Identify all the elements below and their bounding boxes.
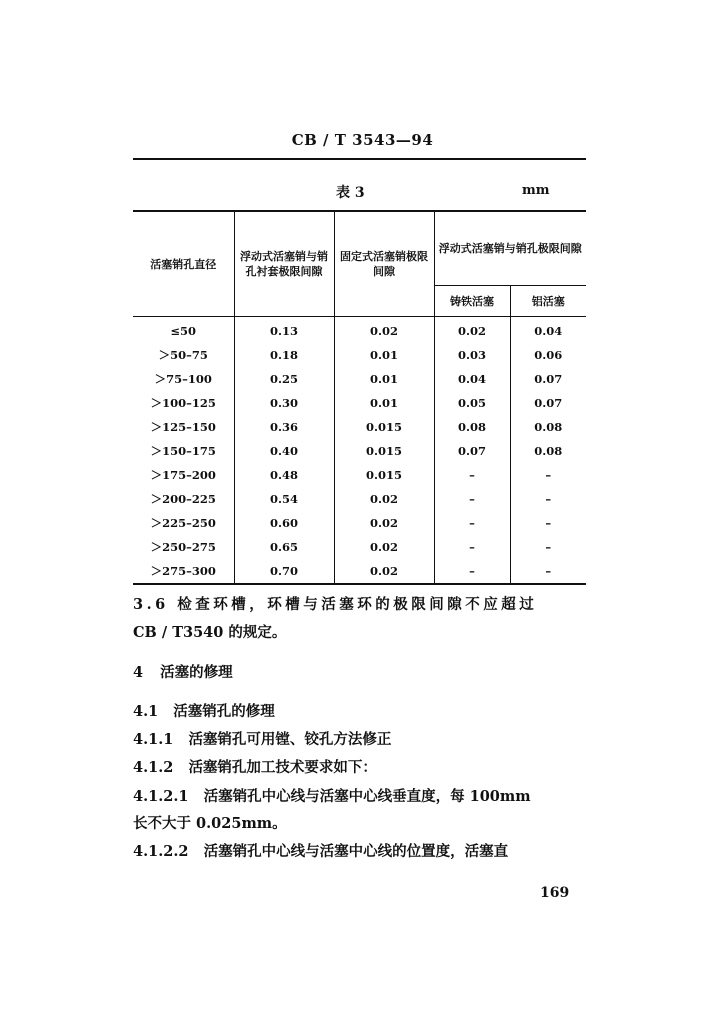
cell-diameter: ＞75–100 xyxy=(133,367,234,391)
clause-number: 4.1.2.2 xyxy=(133,843,189,860)
table-row xyxy=(133,511,586,535)
clause-4-1-2-1-continued: 长不大于 0.025mm。 xyxy=(133,815,287,832)
cell-fixed: 0.02 xyxy=(334,487,434,511)
header-rule xyxy=(133,158,586,160)
cell-aluminum: 0.06 xyxy=(534,348,563,362)
cell-floating-bushing: 0.13 xyxy=(234,317,334,344)
cell-cast-iron: – xyxy=(434,559,510,584)
cell-aluminum: – xyxy=(545,492,552,506)
table-row xyxy=(133,535,586,559)
cell-aluminum: – xyxy=(545,468,552,482)
cell-aluminum: 0.07 xyxy=(534,396,563,410)
cell-fixed: 0.02 xyxy=(334,559,434,584)
cell-aluminum: – xyxy=(545,564,552,578)
header-floating-bushing: 浮动式活塞销与销孔衬套极限间隙 xyxy=(234,211,334,317)
clause-4-1-2 xyxy=(133,757,588,779)
header-aluminum: 铝活塞 xyxy=(510,286,586,317)
cell-diameter: ≤50 xyxy=(133,317,234,344)
cell-cast-iron: – xyxy=(434,535,510,559)
cell-fixed: 0.015 xyxy=(334,439,434,463)
cell-diameter: ＞50–75 xyxy=(133,343,234,367)
cell-floating-bushing: 0.30 xyxy=(234,391,334,415)
cell-cast-iron: 0.04 xyxy=(434,367,510,391)
cell-diameter: ＞125–150 xyxy=(133,415,234,439)
cell-diameter: ＞150–175 xyxy=(133,439,234,463)
table-row xyxy=(133,343,586,367)
cell-floating-bushing: 0.54 xyxy=(234,487,334,511)
clause-4-1-1 xyxy=(133,729,588,751)
cell-cast-iron: 0.07 xyxy=(434,439,510,463)
section-4-heading xyxy=(133,662,588,684)
page-number: 169 xyxy=(540,885,570,901)
cell-fixed: 0.01 xyxy=(334,391,434,415)
cell-floating-bushing: 0.65 xyxy=(234,535,334,559)
table-row xyxy=(133,559,586,584)
clause-number: 4.1.1 xyxy=(133,731,174,748)
table-row xyxy=(133,391,586,415)
header-floating-hole: 浮动式活塞销与销孔极限间隙 xyxy=(438,242,582,255)
cell-diameter: ＞225–250 xyxy=(133,511,234,535)
cell-diameter: ＞175–200 xyxy=(133,463,234,487)
cell-fixed: 0.02 xyxy=(334,511,434,535)
cell-floating-bushing: 0.70 xyxy=(234,559,334,584)
clause-text: 活塞销孔可用镗、铰孔方法修正 xyxy=(188,731,392,748)
cell-diameter: ＞275–300 xyxy=(133,559,234,584)
clause-number: 3.6 xyxy=(133,596,169,613)
cell-floating-bushing: 0.60 xyxy=(234,511,334,535)
cell-floating-bushing: 0.25 xyxy=(234,367,334,391)
clause-number: 4.1.2 xyxy=(133,759,174,776)
clause-number: 4.1 xyxy=(133,703,159,720)
clause-4-1-2-2 xyxy=(133,841,588,863)
section-number: 4 xyxy=(133,664,144,681)
cell-aluminum: – xyxy=(545,516,552,530)
cell-aluminum: 0.07 xyxy=(534,372,563,386)
cell-cast-iron: 0.08 xyxy=(434,415,510,439)
clause-text: 检查环槽，环槽与活塞环的极限间隙不应超过 xyxy=(177,596,538,613)
cell-floating-bushing: 0.48 xyxy=(234,463,334,487)
clause-text: 活塞销孔中心线与活塞中心线的位置度，活塞直 xyxy=(203,843,509,860)
header-diameter: 活塞销孔直径 xyxy=(133,211,234,317)
table-row xyxy=(133,487,586,511)
clause-4-1 xyxy=(133,701,588,723)
cell-cast-iron: – xyxy=(434,487,510,511)
table-unit: mm xyxy=(522,183,550,198)
cell-cast-iron: – xyxy=(434,511,510,535)
cell-aluminum: 0.04 xyxy=(534,324,563,338)
cell-fixed: 0.01 xyxy=(334,367,434,391)
clause-text: 活塞销孔加工技术要求如下： xyxy=(188,759,377,776)
document-code: CB / T 3543—94 xyxy=(291,131,434,149)
table-caption: 表 3 xyxy=(336,185,365,201)
cell-diameter: ＞100–125 xyxy=(133,391,234,415)
header-fixed: 固定式活塞销极限间隙 xyxy=(334,211,434,317)
cell-cast-iron: 0.05 xyxy=(434,391,510,415)
cell-fixed: 0.02 xyxy=(334,317,434,344)
clause-number: 4.1.2.1 xyxy=(133,788,189,805)
section-title: 活塞的修理 xyxy=(160,664,233,681)
cell-diameter: ＞200–225 xyxy=(133,487,234,511)
paragraph-3-6-continued: CB / T3540 的规定。 xyxy=(133,624,287,641)
cell-floating-bushing: 0.18 xyxy=(234,343,334,367)
clearance-table xyxy=(133,210,586,585)
cell-cast-iron: – xyxy=(434,463,510,487)
cell-cast-iron: 0.03 xyxy=(434,343,510,367)
cell-cast-iron: 0.02 xyxy=(434,317,510,344)
cell-aluminum: – xyxy=(545,540,552,554)
table-row xyxy=(133,439,586,463)
table-row xyxy=(133,317,586,344)
cell-diameter: ＞250–275 xyxy=(133,535,234,559)
cell-floating-bushing: 0.40 xyxy=(234,439,334,463)
cell-fixed: 0.015 xyxy=(334,463,434,487)
cell-fixed: 0.01 xyxy=(334,343,434,367)
cell-floating-bushing: 0.36 xyxy=(234,415,334,439)
cell-aluminum: 0.08 xyxy=(534,420,563,434)
table-row xyxy=(133,463,586,487)
cell-fixed: 0.015 xyxy=(334,415,434,439)
cell-fixed: 0.02 xyxy=(334,535,434,559)
paragraph-3-6 xyxy=(133,594,588,616)
clause-4-1-2-1 xyxy=(133,786,588,808)
cell-aluminum: 0.08 xyxy=(534,444,563,458)
table-row xyxy=(133,367,586,391)
table-row xyxy=(133,415,586,439)
header-cast-iron: 铸铁活塞 xyxy=(434,286,510,317)
clause-title: 活塞销孔的修理 xyxy=(173,703,275,720)
clause-text: 活塞销孔中心线与活塞中心线垂直度，每 100mm xyxy=(203,788,531,805)
